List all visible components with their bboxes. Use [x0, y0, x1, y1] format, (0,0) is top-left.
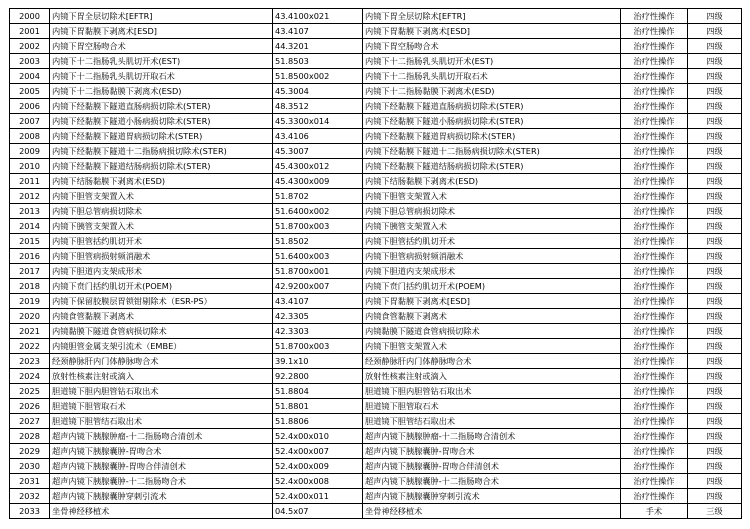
procedure-code-cell: 52.4x00x011 — [273, 489, 363, 504]
row-index-cell: 2006 — [10, 99, 50, 114]
procedure-name-cell: 内镜下十二指肠黏膜下剥离术(ESD) — [50, 84, 273, 99]
procedure-table-body — [10, 9, 742, 519]
procedure-code-cell: 52.4x00x008 — [273, 474, 363, 489]
procedure-code-cell: 51.8804 — [273, 384, 363, 399]
procedure-code-name-cell: 内镜食管黏膜下剥离术 — [363, 309, 621, 324]
procedure-table — [9, 8, 742, 519]
procedure-level-cell: 四级 — [688, 84, 742, 99]
procedure-level-cell: 四级 — [688, 384, 742, 399]
procedure-code-cell: 51.6400x002 — [273, 204, 363, 219]
procedure-code-cell: 52.4x00x007 — [273, 444, 363, 459]
procedure-level-cell: 四级 — [688, 174, 742, 189]
table-row — [10, 504, 742, 519]
procedure-name-cell: 内镜下胆总管病损切除术 — [50, 204, 273, 219]
procedure-level-cell: 四级 — [688, 339, 742, 354]
procedure-level-cell: 四级 — [688, 489, 742, 504]
procedure-name-cell: 放射性核素注射或滴入 — [50, 369, 273, 384]
procedure-level-cell: 四级 — [688, 204, 742, 219]
procedure-level-cell: 四级 — [688, 249, 742, 264]
row-index-cell: 2012 — [10, 189, 50, 204]
procedure-code-cell: 51.8700x003 — [273, 339, 363, 354]
procedure-code-cell: 51.8806 — [273, 414, 363, 429]
procedure-category-cell: 治疗性操作 — [621, 129, 688, 144]
procedure-code-cell: 44.3201 — [273, 39, 363, 54]
procedure-code-name-cell: 内镜下胃黏膜下剥离术[ESD] — [363, 24, 621, 39]
procedure-code-name-cell: 超声内镜下胰腺囊肿-胃吻合伴清创术 — [363, 459, 621, 474]
table-row — [10, 24, 742, 39]
procedure-name-cell: 内镜下胆管括约肌切开术 — [50, 234, 273, 249]
procedure-code-cell: 43.4107 — [273, 294, 363, 309]
procedure-code-cell: 51.6400x003 — [273, 249, 363, 264]
procedure-name-cell: 超声内镜下胰腺肿瘤-十二指肠吻合清创术 — [50, 429, 273, 444]
procedure-category-cell: 治疗性操作 — [621, 114, 688, 129]
table-row — [10, 414, 742, 429]
procedure-category-cell: 治疗性操作 — [621, 174, 688, 189]
table-row — [10, 279, 742, 294]
table-row — [10, 84, 742, 99]
procedure-code-name-cell: 超声内镜下胰腺囊肿-胃吻合术 — [363, 444, 621, 459]
table-row — [10, 384, 742, 399]
row-index-cell: 2018 — [10, 279, 50, 294]
row-index-cell: 2015 — [10, 234, 50, 249]
table-row — [10, 399, 742, 414]
procedure-category-cell: 治疗性操作 — [621, 189, 688, 204]
procedure-name-cell: 内镜下胃空肠吻合术 — [50, 39, 273, 54]
procedure-code-name-cell: 内镜下胆管括约肌切开术 — [363, 234, 621, 249]
procedure-code-name-cell: 内镜下十二指肠乳头肌切开取石术 — [363, 69, 621, 84]
procedure-code-cell: 51.8700x003 — [273, 219, 363, 234]
procedure-code-name-cell: 内镜下胆管支架置入术 — [363, 339, 621, 354]
procedure-level-cell: 四级 — [688, 294, 742, 309]
procedure-code-name-cell: 内镜下胃空肠吻合术 — [363, 39, 621, 54]
procedure-level-cell: 四级 — [688, 354, 742, 369]
procedure-code-cell: 42.3303 — [273, 324, 363, 339]
procedure-category-cell: 手术 — [621, 504, 688, 519]
procedure-level-cell: 四级 — [688, 264, 742, 279]
procedure-category-cell: 治疗性操作 — [621, 249, 688, 264]
row-index-cell: 2020 — [10, 309, 50, 324]
table-row — [10, 9, 742, 24]
procedure-level-cell: 四级 — [688, 99, 742, 114]
procedure-category-cell: 治疗性操作 — [621, 354, 688, 369]
procedure-name-cell: 内镜下贲门括约肌切开术(POEM) — [50, 279, 273, 294]
procedure-code-name-cell: 胆道镜下胆管结石取出术 — [363, 414, 621, 429]
procedure-category-cell: 治疗性操作 — [621, 444, 688, 459]
procedure-name-cell: 内镜黏膜下隧道食管病损切除术 — [50, 324, 273, 339]
table-row — [10, 294, 742, 309]
table-row — [10, 189, 742, 204]
row-index-cell: 2005 — [10, 84, 50, 99]
procedure-category-cell: 治疗性操作 — [621, 309, 688, 324]
procedure-category-cell: 治疗性操作 — [621, 24, 688, 39]
procedure-name-cell: 胆道镜下胆管结石取出术 — [50, 414, 273, 429]
procedure-code-name-cell: 内镜下十二指肠黏膜下剥离术(ESD) — [363, 84, 621, 99]
table-row — [10, 114, 742, 129]
row-index-cell: 2017 — [10, 264, 50, 279]
procedure-level-cell: 四级 — [688, 414, 742, 429]
table-row — [10, 249, 742, 264]
procedure-category-cell: 治疗性操作 — [621, 474, 688, 489]
procedure-code-cell: 45.3004 — [273, 84, 363, 99]
procedure-level-cell: 四级 — [688, 444, 742, 459]
procedure-name-cell: 内镜下结肠黏膜下剥离术(ESD) — [50, 174, 273, 189]
procedure-level-cell: 四级 — [688, 144, 742, 159]
row-index-cell: 2016 — [10, 249, 50, 264]
procedure-code-cell: 51.8503 — [273, 54, 363, 69]
row-index-cell: 2019 — [10, 294, 50, 309]
procedure-category-cell: 治疗性操作 — [621, 84, 688, 99]
row-index-cell: 2021 — [10, 324, 50, 339]
procedure-name-cell: 内镜下经黏膜下隧道胃病损切除术(STER) — [50, 129, 273, 144]
row-index-cell: 2007 — [10, 114, 50, 129]
procedure-name-cell: 胆道镜下胆管取石术 — [50, 399, 273, 414]
table-row — [10, 309, 742, 324]
table-row — [10, 339, 742, 354]
row-index-cell: 2000 — [10, 9, 50, 24]
procedure-code-cell: 52.4x00x009 — [273, 459, 363, 474]
procedure-category-cell: 治疗性操作 — [621, 219, 688, 234]
procedure-category-cell: 治疗性操作 — [621, 339, 688, 354]
row-index-cell: 2022 — [10, 339, 50, 354]
row-index-cell: 2033 — [10, 504, 50, 519]
row-index-cell: 2023 — [10, 354, 50, 369]
procedure-category-cell: 治疗性操作 — [621, 54, 688, 69]
procedure-code-name-cell: 超声内镜下胰腺囊肿-十二指肠吻合术 — [363, 474, 621, 489]
procedure-code-name-cell: 放射性核素注射或滴入 — [363, 369, 621, 384]
procedure-category-cell: 治疗性操作 — [621, 69, 688, 84]
procedure-code-cell: 51.8801 — [273, 399, 363, 414]
table-row — [10, 264, 742, 279]
procedure-category-cell: 治疗性操作 — [621, 369, 688, 384]
procedure-code-cell: 04.5x07 — [273, 504, 363, 519]
table-row — [10, 219, 742, 234]
row-index-cell: 2027 — [10, 414, 50, 429]
procedure-code-name-cell: 内镜下经黏膜下隧道直肠病损切除术(STER) — [363, 99, 621, 114]
procedure-level-cell: 四级 — [688, 114, 742, 129]
procedure-code-name-cell: 坐骨神经移植术 — [363, 504, 621, 519]
procedure-category-cell: 治疗性操作 — [621, 204, 688, 219]
procedure-code-cell: 52.4x00x010 — [273, 429, 363, 444]
procedure-name-cell: 胆道镜下胆内胆管钻石取出术 — [50, 384, 273, 399]
procedure-category-cell: 治疗性操作 — [621, 324, 688, 339]
procedure-code-cell: 51.8500x002 — [273, 69, 363, 84]
procedure-level-cell: 四级 — [688, 399, 742, 414]
procedure-name-cell: 内镜下十二指肠乳头肌切开术(EST) — [50, 54, 273, 69]
procedure-level-cell: 四级 — [688, 9, 742, 24]
procedure-code-cell: 42.9200x007 — [273, 279, 363, 294]
table-row — [10, 39, 742, 54]
procedure-code-name-cell: 超声内镜下胰腺肿瘤-十二指肠吻合清创术 — [363, 429, 621, 444]
procedure-name-cell: 超声内镜下胰腺囊肿-胃吻合伴清创术 — [50, 459, 273, 474]
table-row — [10, 69, 742, 84]
procedure-name-cell: 内镜下胆管支架置入术 — [50, 189, 273, 204]
table-row — [10, 459, 742, 474]
procedure-code-name-cell: 内镜下胆管病损射频消融术 — [363, 249, 621, 264]
procedure-category-cell: 治疗性操作 — [621, 144, 688, 159]
procedure-level-cell: 四级 — [688, 324, 742, 339]
procedure-level-cell: 四级 — [688, 234, 742, 249]
procedure-code-name-cell: 内镜下结肠黏膜下剥离术(ESD) — [363, 174, 621, 189]
procedure-name-cell: 内镜食管黏膜下剥离术 — [50, 309, 273, 324]
procedure-level-cell: 四级 — [688, 279, 742, 294]
procedure-code-name-cell: 经颈静脉肝内门体静脉吻合术 — [363, 354, 621, 369]
procedure-level-cell: 四级 — [688, 129, 742, 144]
procedure-code-name-cell: 胆道镜下胆内胆管钻石取出术 — [363, 384, 621, 399]
procedure-level-cell: 四级 — [688, 159, 742, 174]
procedure-category-cell: 治疗性操作 — [621, 39, 688, 54]
procedure-name-cell: 内镜下胰管支架置入术 — [50, 219, 273, 234]
procedure-level-cell: 四级 — [688, 459, 742, 474]
procedure-level-cell: 四级 — [688, 69, 742, 84]
procedure-category-cell: 治疗性操作 — [621, 294, 688, 309]
procedure-level-cell: 四级 — [688, 189, 742, 204]
procedure-name-cell: 内镜下经黏膜下隧道十二指肠病损切除术(STER) — [50, 144, 273, 159]
procedure-code-name-cell: 内镜下经黏膜下隧道小肠病损切除术(STER) — [363, 114, 621, 129]
procedure-level-cell: 四级 — [688, 309, 742, 324]
procedure-code-cell: 45.4300x009 — [273, 174, 363, 189]
procedure-category-cell: 治疗性操作 — [621, 159, 688, 174]
row-index-cell: 2014 — [10, 219, 50, 234]
procedure-name-cell: 超声内镜下胰腺囊肿-胃吻合术 — [50, 444, 273, 459]
row-index-cell: 2025 — [10, 384, 50, 399]
row-index-cell: 2026 — [10, 399, 50, 414]
row-index-cell: 2024 — [10, 369, 50, 384]
procedure-name-cell: 内镜下胆道内支架成形术 — [50, 264, 273, 279]
procedure-code-cell: 51.8502 — [273, 234, 363, 249]
procedure-name-cell: 内镜下保留胶膜层胃锁钳剔除术（ESR-PS） — [50, 294, 273, 309]
procedure-name-cell: 坐骨神经移植术 — [50, 504, 273, 519]
procedure-code-name-cell: 内镜下胆总管病损切除术 — [363, 204, 621, 219]
procedure-category-cell: 治疗性操作 — [621, 99, 688, 114]
procedure-name-cell: 内镜下胃全层切除术[EFTR] — [50, 9, 273, 24]
table-row — [10, 474, 742, 489]
procedure-category-cell: 治疗性操作 — [621, 9, 688, 24]
table-row — [10, 324, 742, 339]
row-index-cell: 2030 — [10, 459, 50, 474]
procedure-code-cell: 51.8702 — [273, 189, 363, 204]
row-index-cell: 2028 — [10, 429, 50, 444]
procedure-code-name-cell: 内镜黏膜下隧道食管病损切除术 — [363, 324, 621, 339]
procedure-code-name-cell: 内镜下贲门括约肌切开术(POEM) — [363, 279, 621, 294]
procedure-category-cell: 治疗性操作 — [621, 459, 688, 474]
procedure-code-name-cell: 内镜下经黏膜下隧道十二指肠病损切除术(STER) — [363, 144, 621, 159]
row-index-cell: 2013 — [10, 204, 50, 219]
procedure-code-name-cell: 胆道镜下胆管取石术 — [363, 399, 621, 414]
row-index-cell: 2010 — [10, 159, 50, 174]
procedure-level-cell: 四级 — [688, 474, 742, 489]
procedure-code-cell: 92.2800 — [273, 369, 363, 384]
procedure-code-name-cell: 内镜下经黏膜下隧道结肠病损切除术(STER) — [363, 159, 621, 174]
table-row — [10, 174, 742, 189]
table-row — [10, 369, 742, 384]
procedure-code-cell: 51.8700x001 — [273, 264, 363, 279]
procedure-code-name-cell: 内镜下胰管支架置入术 — [363, 219, 621, 234]
procedure-code-name-cell: 内镜下胆管支架置入术 — [363, 189, 621, 204]
row-index-cell: 2032 — [10, 489, 50, 504]
procedure-level-cell: 四级 — [688, 39, 742, 54]
table-row — [10, 489, 742, 504]
procedure-code-cell: 39.1x10 — [273, 354, 363, 369]
procedure-code-name-cell: 内镜下十二指肠乳头肌切开术(EST) — [363, 54, 621, 69]
table-row — [10, 159, 742, 174]
procedure-code-name-cell: 内镜下经黏膜下隧道胃病损切除术(STER) — [363, 129, 621, 144]
procedure-code-cell: 45.3007 — [273, 144, 363, 159]
procedure-category-cell: 治疗性操作 — [621, 429, 688, 444]
table-row — [10, 129, 742, 144]
row-index-cell: 2002 — [10, 39, 50, 54]
procedure-level-cell: 四级 — [688, 429, 742, 444]
procedure-code-cell: 45.3300x014 — [273, 114, 363, 129]
row-index-cell: 2031 — [10, 474, 50, 489]
row-index-cell: 2003 — [10, 54, 50, 69]
row-index-cell: 2029 — [10, 444, 50, 459]
procedure-code-cell: 43.4100x021 — [273, 9, 363, 24]
table-row — [10, 54, 742, 69]
table-row — [10, 99, 742, 114]
procedure-category-cell: 治疗性操作 — [621, 399, 688, 414]
procedure-code-name-cell: 内镜下胃黏膜下剥离术[ESD] — [363, 294, 621, 309]
procedure-level-cell: 四级 — [688, 369, 742, 384]
procedure-code-cell: 43.4106 — [273, 129, 363, 144]
table-row — [10, 234, 742, 249]
procedure-code-name-cell: 超声内镜下胰腺囊肿穿刺引流术 — [363, 489, 621, 504]
procedure-name-cell: 内镜下经黏膜下隧道小肠病损切除术(STER) — [50, 114, 273, 129]
procedure-code-cell: 42.3305 — [273, 309, 363, 324]
procedure-category-cell: 治疗性操作 — [621, 264, 688, 279]
procedure-level-cell: 四级 — [688, 54, 742, 69]
table-row — [10, 204, 742, 219]
procedure-category-cell: 治疗性操作 — [621, 414, 688, 429]
procedure-code-cell: 43.4107 — [273, 24, 363, 39]
procedure-code-cell: 45.4300x012 — [273, 159, 363, 174]
row-index-cell: 2004 — [10, 69, 50, 84]
procedure-category-cell: 治疗性操作 — [621, 384, 688, 399]
table-row — [10, 444, 742, 459]
procedure-code-name-cell: 内镜下胃全层切除术[EFTR] — [363, 9, 621, 24]
procedure-code-name-cell: 内镜下胆道内支架成形术 — [363, 264, 621, 279]
procedure-level-cell: 三级 — [688, 504, 742, 519]
procedure-level-cell: 四级 — [688, 219, 742, 234]
procedure-name-cell: 内镜下十二指肠乳头肌切开取石术 — [50, 69, 273, 84]
procedure-level-cell: 四级 — [688, 24, 742, 39]
table-row — [10, 144, 742, 159]
procedure-name-cell: 内镜下经黏膜下隧道结肠病损切除术(STER) — [50, 159, 273, 174]
table-row — [10, 429, 742, 444]
procedure-name-cell: 内镜下胃黏膜下剥离术[ESD] — [50, 24, 273, 39]
row-index-cell: 2009 — [10, 144, 50, 159]
table-row — [10, 354, 742, 369]
procedure-category-cell: 治疗性操作 — [621, 234, 688, 249]
row-index-cell: 2008 — [10, 129, 50, 144]
procedure-name-cell: 超声内镜下胰腺囊肿穿刺引流术 — [50, 489, 273, 504]
row-index-cell: 2011 — [10, 174, 50, 189]
procedure-name-cell: 超声内镜下胰腺囊肿-十二指肠吻合术 — [50, 474, 273, 489]
procedure-category-cell: 治疗性操作 — [621, 489, 688, 504]
procedure-name-cell: 内镜下胆管病损射频消融术 — [50, 249, 273, 264]
procedure-name-cell: 内镜下经黏膜下隧道直肠病损切除术(STER) — [50, 99, 273, 114]
row-index-cell: 2001 — [10, 24, 50, 39]
procedure-code-cell: 48.3512 — [273, 99, 363, 114]
procedure-name-cell: 经颈静脉肝内门体静脉吻合术 — [50, 354, 273, 369]
procedure-name-cell: 内镜胆管金属支架引流术（EMBE） — [50, 339, 273, 354]
procedure-category-cell: 治疗性操作 — [621, 279, 688, 294]
